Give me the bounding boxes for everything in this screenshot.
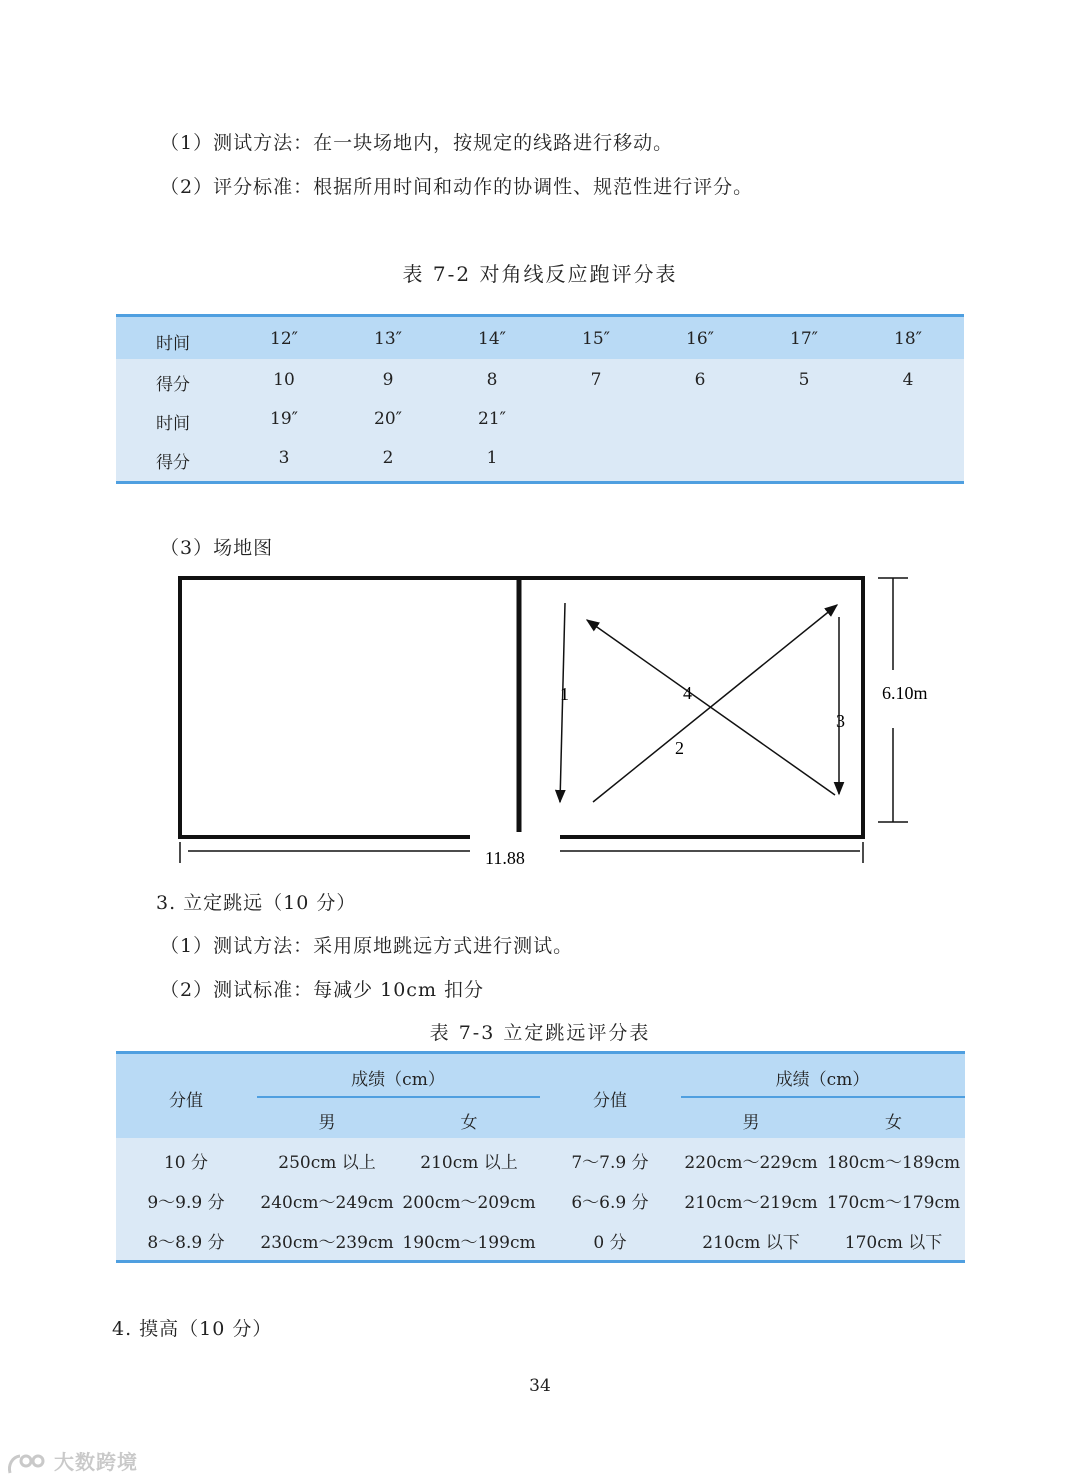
route-4-arrow	[587, 620, 835, 795]
row-label: 时间	[156, 414, 190, 434]
table-cell: 19″	[270, 409, 298, 429]
table-cell: 230cm～239cm	[260, 1233, 394, 1253]
standing-jump-score-table	[116, 1051, 965, 1263]
watermark-text: 大数跨境	[53, 1450, 138, 1474]
table-cell: 15″	[582, 329, 610, 349]
route-label-4: 4	[683, 683, 692, 703]
col-male-header-left: 男	[318, 1113, 336, 1133]
table-cell: 13″	[374, 329, 402, 349]
watermark-logo-icon	[6, 1451, 46, 1477]
col-score-header-left: 分值	[169, 1091, 203, 1111]
table-header-band	[116, 1054, 965, 1138]
jump-test-standard-text: （2）测试标准：每减少 10cm 扣分	[160, 979, 485, 1001]
col-female-header-left: 女	[460, 1113, 478, 1133]
table-cell: 10 分	[163, 1153, 209, 1173]
field-diagram	[170, 570, 930, 870]
length-label: 11.88	[485, 848, 525, 868]
table-cell: 210cm 以上	[420, 1153, 518, 1173]
col-male-header-right: 男	[742, 1113, 760, 1133]
table-cell: 12″	[270, 329, 298, 349]
watermark	[6, 1446, 138, 1477]
row-label: 时间	[156, 334, 190, 354]
field-diagram-heading: （3）场地图	[160, 537, 274, 559]
page-number: 34	[529, 1376, 551, 1396]
header-divider-left	[257, 1096, 540, 1098]
table-cell: 10	[273, 370, 295, 390]
table-cell: 250cm 以上	[278, 1153, 376, 1173]
col-female-header-right: 女	[885, 1113, 902, 1133]
table-cell: 6～6.9 分	[571, 1193, 649, 1213]
table-7-3-caption: 表 7-3 立定跳远评分表	[429, 1022, 651, 1044]
table-cell: 170cm～179cm	[826, 1193, 961, 1213]
table-cell: 200cm～209cm	[402, 1193, 536, 1213]
table-cell: 3	[278, 448, 290, 468]
table-cell: 4	[902, 370, 914, 390]
table-cell: 170cm 以下	[844, 1233, 943, 1253]
table-cell: 180cm～189cm	[826, 1153, 961, 1173]
table-cell: 7～7.9 分	[571, 1153, 649, 1173]
route-label-2: 2	[675, 738, 684, 758]
table-cell: 0 分	[593, 1233, 627, 1253]
route-label-3: 3	[836, 711, 845, 731]
row-label: 得分	[156, 375, 190, 395]
table-cell: 9	[382, 370, 394, 390]
table-cell: 8～8.9 分	[147, 1233, 225, 1253]
table-7-2-caption: 表 7-2 对角线反应跑评分表	[402, 262, 678, 286]
table-cell: 20″	[374, 409, 402, 429]
table-cell: 14″	[478, 329, 506, 349]
table-cell: 16″	[686, 329, 714, 349]
table-cell: 7	[590, 370, 602, 390]
col-score-header-right: 分值	[593, 1091, 627, 1111]
test-method-text: （1）测试方法：在一块场地内，按规定的线路进行移动。	[160, 132, 674, 154]
col-result-header-left: 成绩（cm）	[351, 1070, 445, 1090]
table-cell: 240cm～249cm	[260, 1193, 394, 1213]
table-cell: 210cm 以下	[702, 1233, 800, 1253]
col-result-header-right: 成绩（cm）	[775, 1070, 870, 1090]
table-cell: 18″	[894, 329, 922, 349]
table-cell: 5	[798, 370, 810, 390]
width-label: 6.10m	[882, 683, 928, 703]
jump-test-method-text: （1）测试方法：采用原地跳远方式进行测试。	[160, 935, 574, 957]
table-cell: 21″	[478, 409, 506, 429]
table-cell: 190cm～199cm	[402, 1233, 536, 1253]
diagonal-run-score-table	[116, 314, 964, 484]
scoring-standard-text: （2）评分标准：根据所用时间和动作的协调性、规范性进行评分。	[160, 176, 754, 198]
table-cell: 6	[694, 370, 706, 390]
table-cell: 9～9.9 分	[147, 1193, 225, 1213]
table-cell: 8	[486, 370, 498, 390]
table-cell: 17″	[790, 329, 818, 349]
table-cell: 210cm～219cm	[684, 1193, 818, 1213]
route-2-arrow	[593, 605, 837, 802]
touch-height-heading: 4. 摸高（10 分）	[112, 1318, 273, 1340]
standing-jump-heading: 3. 立定跳远（10 分）	[156, 892, 357, 914]
table-cell: 2	[382, 448, 394, 468]
table-cell: 1	[486, 448, 498, 468]
route-label-1: 1	[560, 684, 569, 704]
header-divider-right	[681, 1096, 965, 1098]
row-label: 得分	[156, 453, 190, 473]
table-cell: 220cm～229cm	[684, 1153, 818, 1173]
